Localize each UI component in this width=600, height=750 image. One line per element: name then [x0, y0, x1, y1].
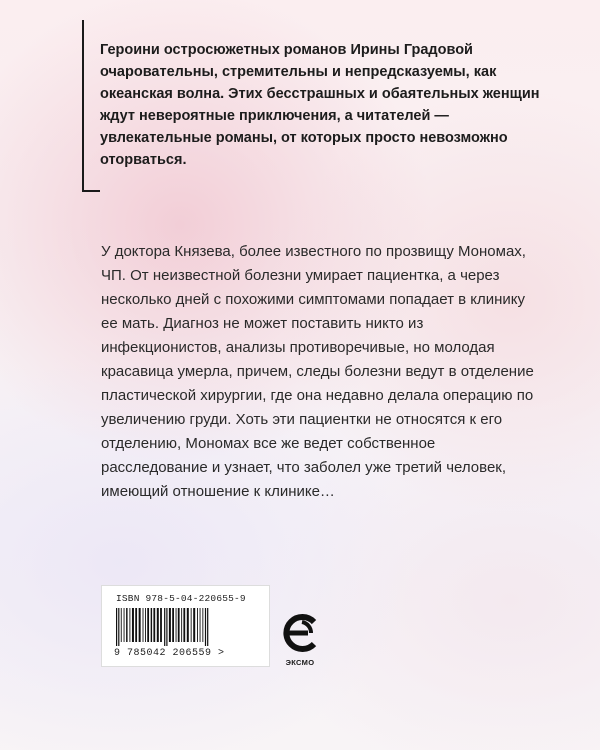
description-text: У доктора Князева, более известного по прозвищу Мономах, ЧП. От неизвестной болезни умирает пациентка, а через несколько дней с похожими симптомами попадает в клинику ее мать. Диагноз не может поставить никто из инфекционистов, анализы противоречивые, но молодая красавица умерла, причем, следы болезни ведут в отделение пластической хирургии, где она недавно делала операцию по увеличению груди. Хоть эти пациентки не относятся к его отделению, Мономах все же ведет собственное расследование и узнает, что заболел уже третий человек, имеющий отношение к клинике… — [101, 243, 534, 500]
isbn-label: ISBN 978-5-04-220655-9 — [116, 593, 246, 604]
barcode-box — [101, 585, 270, 667]
eksmo-logo-icon — [278, 610, 322, 656]
blurb-vertical-rule — [82, 20, 84, 192]
blurb-box — [82, 20, 542, 192]
barcode-digits: 9 785042 206559 > — [114, 648, 225, 659]
blurb-text: Героини остросюжетных романов Ирины Градовой очаровательны, стремительны и непредсказуемы, как океанская волна. Этих бесстрашных и обаятельных женщин ждут невероятные приключения, а читателей — увлекательные романы, от которых просто невозможно оторваться. — [100, 42, 540, 168]
barcode-icon — [114, 608, 256, 646]
blurb-horizontal-rule — [82, 190, 100, 192]
publisher-name: ЭКСМО — [285, 658, 315, 667]
